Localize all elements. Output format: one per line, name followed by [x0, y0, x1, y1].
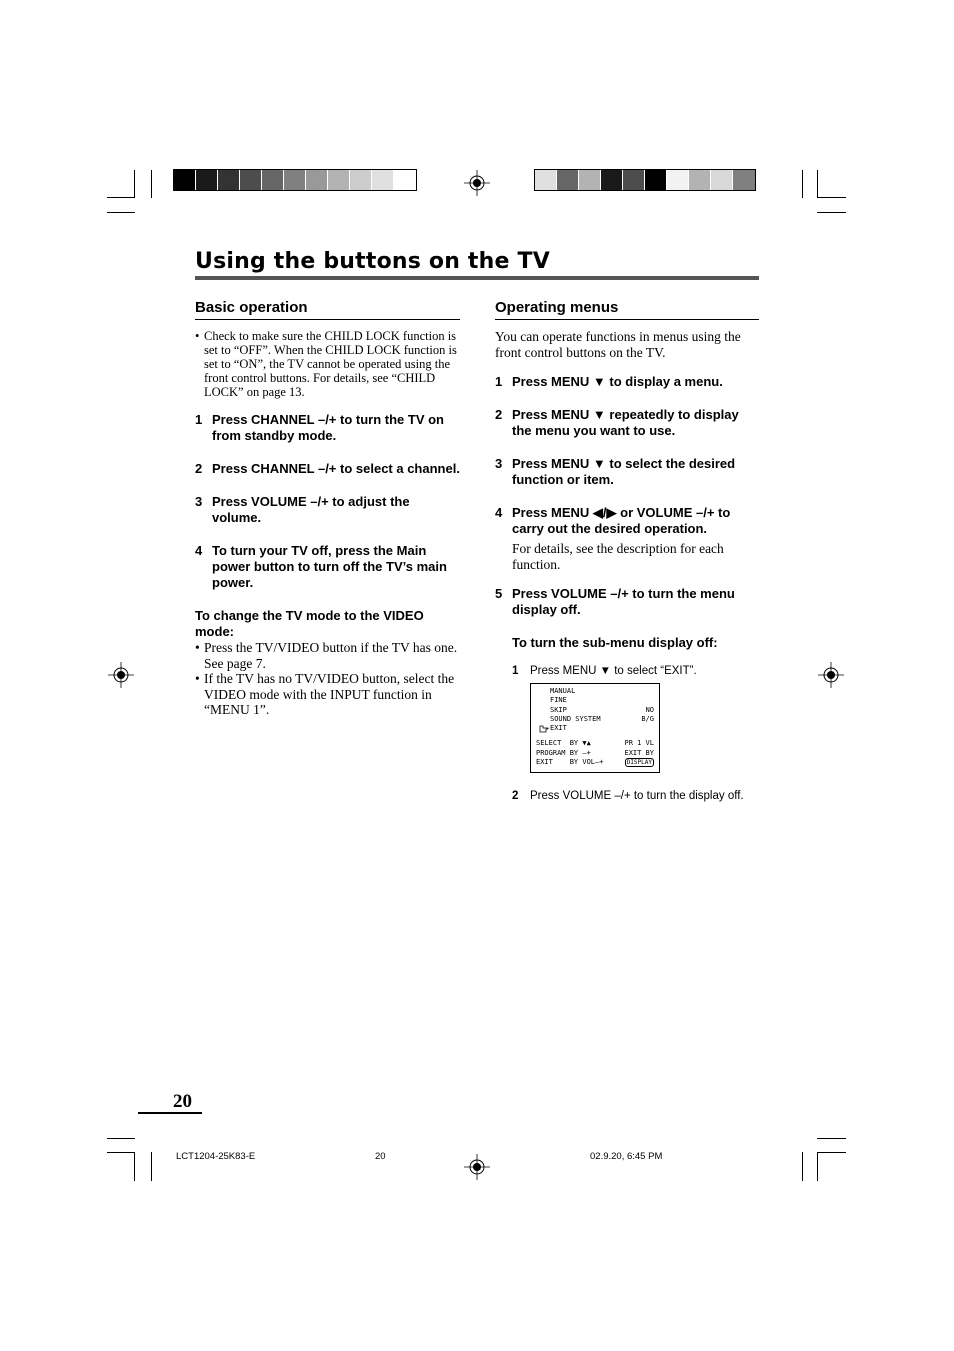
osd-row: [536, 715, 654, 724]
step-text: Press CHANNEL –/+ to select a channel.: [212, 461, 460, 476]
bullet-icon: •: [195, 329, 200, 343]
page-number: 20: [173, 1091, 192, 1112]
osd-footer-left: EXIT BY VOL–+: [536, 758, 604, 767]
crop-mark: [107, 212, 135, 213]
step-text: Press MENU ◀/▶ or VOLUME –/+ to carry out the desired operation.: [512, 505, 731, 536]
step-text: Press CHANNEL –/+ to turn the TV on from standby mode.: [212, 412, 444, 443]
page-title: Using the buttons on the TV: [195, 249, 550, 274]
crop-mark: [817, 170, 818, 198]
step-number: 1: [512, 665, 519, 677]
crop-mark: [817, 1138, 846, 1139]
step-number: 2: [512, 790, 519, 802]
step-item: [495, 456, 759, 488]
child-lock-note: [195, 329, 460, 399]
video-bullet: [195, 640, 460, 671]
footer-date: 02.9.20, 6:45 PM: [590, 1151, 663, 1162]
step-item: [195, 461, 460, 477]
step-text: Press MENU ▼ repeatedly to display the menu you want to use.: [512, 407, 739, 438]
step-number: 2: [195, 461, 203, 476]
basic-operation-section: [195, 298, 460, 718]
crop-mark: [107, 1152, 135, 1153]
osd-item: EXIT: [550, 724, 567, 733]
step-text: Press VOLUME –/+ to turn the display off.: [530, 790, 744, 802]
osd-item: SKIP: [550, 705, 567, 714]
menu-screen-illustration: [530, 683, 660, 773]
sub-step-item: [512, 788, 759, 804]
step-item: [495, 586, 759, 618]
osd-value: NO: [645, 705, 654, 714]
step-item: [195, 543, 460, 591]
crop-mark: [107, 197, 135, 198]
crop-mark: [817, 1152, 846, 1153]
crop-mark: [802, 1152, 803, 1181]
step-number: 3: [195, 494, 203, 509]
step-number: 3: [495, 456, 503, 471]
note-text: Check to make sure the CHILD LOCK function is set to “OFF”. When the CHILD LOCK function is set to “ON”, the TV cannot be operated using the front control buttons. For details, see “CHILD LOCK” on page 13.: [204, 329, 457, 399]
step-number: 4: [495, 505, 503, 520]
step-item: [495, 407, 759, 439]
section-heading: Operating menus: [495, 298, 759, 320]
registration-mark-icon: [464, 1154, 490, 1180]
step-text: Press MENU ▼ to display a menu.: [512, 374, 723, 389]
step-text: Press VOLUME –/+ to adjust the volume.: [212, 494, 410, 525]
crop-mark: [817, 212, 846, 213]
osd-footer-right: EXIT BY: [624, 748, 654, 757]
step-item: [495, 374, 759, 390]
crop-mark: [817, 1152, 818, 1181]
step-text: To turn your TV off, press the Main power button to turn off the TV’s main power.: [212, 543, 447, 590]
osd-footer-left: SELECT BY ▼▲: [536, 739, 591, 748]
crop-mark: [134, 170, 135, 198]
registration-mark-icon: [108, 662, 134, 688]
bullet-text: Press the TV/VIDEO button if the TV has one. See page 7.: [204, 640, 458, 671]
bullet-icon: •: [195, 671, 200, 686]
video-bullet: [195, 671, 460, 718]
registration-mark-icon: [464, 170, 490, 196]
page-number-rule: [138, 1112, 202, 1114]
crop-mark: [817, 197, 846, 198]
intro-text: You can operate functions in menus using the front control buttons on the TV.: [495, 329, 741, 360]
sub-menu-heading: To turn the sub-menu display off:: [512, 635, 718, 650]
section-heading: Basic operation: [195, 298, 460, 320]
pointing-hand-icon: [539, 725, 549, 733]
step-text: Press MENU ▼ to select “EXIT”.: [530, 665, 697, 677]
step-number: 1: [495, 374, 503, 389]
osd-footer-left: PROGRAM BY –+: [536, 748, 591, 757]
display-button-label: DISPLAY: [626, 759, 652, 767]
bullet-icon: •: [195, 640, 200, 655]
footer-page: 20: [375, 1151, 386, 1162]
step-text: Press VOLUME –/+ to turn the menu display off.: [512, 586, 735, 617]
osd-value: B/G: [641, 714, 654, 723]
osd-item: FINE: [550, 696, 567, 705]
title-rule: [195, 276, 759, 280]
step-item: [195, 412, 460, 444]
osd-footer-right: PR 1 VL: [624, 739, 654, 748]
step-number: 2: [495, 407, 503, 422]
step-item: [495, 505, 759, 537]
crop-mark: [107, 1138, 135, 1139]
crop-mark: [151, 170, 152, 198]
step-text: Press MENU ▼ to select the desired function or item.: [512, 456, 736, 487]
osd-item: MANUAL: [550, 687, 576, 695]
registration-mark-icon: [818, 662, 844, 688]
osd-item: SOUND SYSTEM: [550, 714, 601, 723]
step-number: 1: [195, 412, 203, 427]
osd-footer-row: [536, 749, 654, 758]
crop-mark: [151, 1152, 152, 1181]
footer-code: LCT1204-25K83-E: [176, 1151, 256, 1162]
bullet-text: If the TV has no TV/VIDEO button, select the VIDEO mode with the INPUT function in “MENU 1”.: [204, 671, 455, 717]
sub-step-item: [495, 663, 759, 679]
step-number: 4: [195, 543, 203, 558]
osd-row: [536, 706, 654, 715]
osd-footer-row: [536, 758, 654, 767]
osd-footer-row: [536, 739, 654, 748]
step-item: [195, 494, 460, 526]
step-number: 5: [495, 586, 503, 601]
step-detail-text: For details, see the description for each function.: [512, 541, 724, 572]
gray-scale-bar-right: [534, 169, 756, 191]
gray-scale-bar-left: [173, 169, 417, 191]
crop-mark: [802, 170, 803, 198]
operating-menus-section: [495, 298, 759, 679]
video-mode-heading: To change the TV mode to the VIDEO mode:: [195, 608, 424, 639]
crop-mark: [134, 1152, 135, 1181]
